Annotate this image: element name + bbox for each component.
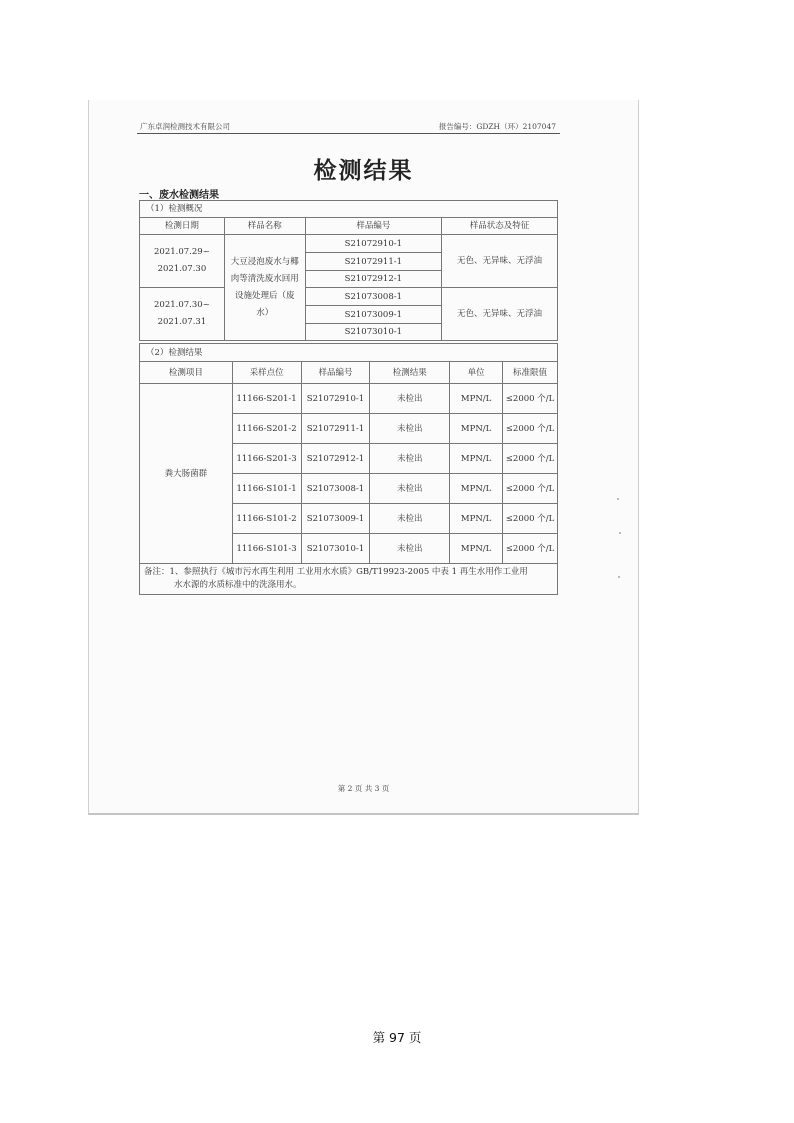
header-cell: 样品名称 (224, 218, 305, 235)
sampling-point: 11166-S101-3 (232, 534, 301, 564)
standard-limit: ≤2000 个/L (503, 444, 558, 474)
header-cell: 检测结果 (370, 362, 450, 384)
sampling-point: 11166-S101-2 (232, 504, 301, 534)
standard-limit: ≤2000 个/L (503, 474, 558, 504)
header-cell: 采样点位 (232, 362, 301, 384)
remarks (140, 564, 558, 595)
page-number: 第 97 页 (372, 1030, 422, 1045)
sample-state-2: 无色、无异味、无浮油 (441, 288, 557, 341)
header-cell: 标准限值 (503, 362, 558, 384)
unit: MPN/L (450, 474, 503, 504)
header-cell: 检测日期 (140, 218, 225, 235)
results-table (139, 343, 558, 595)
sample-id-cell: S21073009-1 (305, 306, 441, 324)
scan-speck (617, 498, 619, 500)
company-name: 广东卓润检测技术有限公司 (140, 122, 230, 131)
header-cell: 样品状态及特征 (441, 218, 557, 235)
test-result: 未检出 (370, 474, 450, 504)
sample-id-cell: S21072912-1 (305, 271, 441, 288)
unit: MPN/L (450, 534, 503, 564)
sample-id: S21073009-1 (301, 504, 370, 534)
sample-date-2: 2021.07.30~ 2021.07.31 (140, 288, 225, 341)
unit: MPN/L (450, 504, 503, 534)
sampling-point: 11166-S201-2 (232, 414, 301, 444)
standard-limit: ≤2000 个/L (503, 414, 558, 444)
overview-table (139, 200, 558, 341)
section-heading: 一、废水检测结果 (139, 190, 219, 201)
scan-speck (619, 532, 621, 534)
header-cell: 样品编号 (301, 362, 370, 384)
header-cell: 样品编号 (305, 218, 441, 235)
test-result: 未检出 (370, 384, 450, 414)
sample-id: S21073008-1 (301, 474, 370, 504)
sample-id: S21073010-1 (301, 534, 370, 564)
sample-name: 大豆浸泡废水与椰肉等清洗废水回用设施处理后（废水） (224, 235, 305, 341)
sample-id-cell: S21073010-1 (305, 324, 441, 341)
standard-limit: ≤2000 个/L (503, 534, 558, 564)
test-result: 未检出 (370, 444, 450, 474)
header-cell: 检测项目 (140, 362, 233, 384)
sampling-point: 11166-S201-1 (232, 384, 301, 414)
header-cell: 单位 (450, 362, 503, 384)
standard-limit: ≤2000 个/L (503, 384, 558, 414)
sample-id-cell: S21072910-1 (305, 235, 441, 253)
sample-id-cell: S21073008-1 (305, 288, 441, 306)
page-footer: 第 2 页 共 3 页 (337, 784, 390, 793)
sample-id-cell: S21072911-1 (305, 253, 441, 271)
standard-limit: ≤2000 个/L (503, 504, 558, 534)
test-result: 未检出 (370, 534, 450, 564)
unit: MPN/L (450, 414, 503, 444)
page-title: 检测结果 (313, 157, 414, 184)
remarks-line-1: 备注：1、参照执行《城市污水再生利用 工业用水水质》GB/T19923-2005 中表 1 再生水用作工业用 (144, 567, 528, 577)
report-number: 报告编号：GDZH（环）2107047 (438, 122, 556, 131)
sampling-point: 11166-S101-1 (232, 474, 301, 504)
test-result: 未检出 (370, 414, 450, 444)
sample-date-1: 2021.07.29~ 2021.07.30 (140, 235, 225, 288)
unit: MPN/L (450, 444, 503, 474)
sample-id: S21072912-1 (301, 444, 370, 474)
test-result: 未检出 (370, 504, 450, 534)
results-caption: （2）检测结果 (140, 344, 558, 362)
test-item: 粪大肠菌群 (140, 384, 233, 564)
table-row (140, 384, 558, 414)
scanned-page (88, 100, 639, 815)
sample-state-1: 无色、无异味、无浮油 (441, 235, 557, 288)
remarks-line-2: 水水源的水质标准中的洗涤用水。 (174, 580, 302, 590)
sampling-point: 11166-S201-3 (232, 444, 301, 474)
sample-id: S21072911-1 (301, 414, 370, 444)
unit: MPN/L (450, 384, 503, 414)
header-divider (137, 133, 560, 134)
sample-id: S21072910-1 (301, 384, 370, 414)
scan-speck (618, 576, 620, 578)
overview-caption: （1）检测概况 (140, 201, 558, 218)
